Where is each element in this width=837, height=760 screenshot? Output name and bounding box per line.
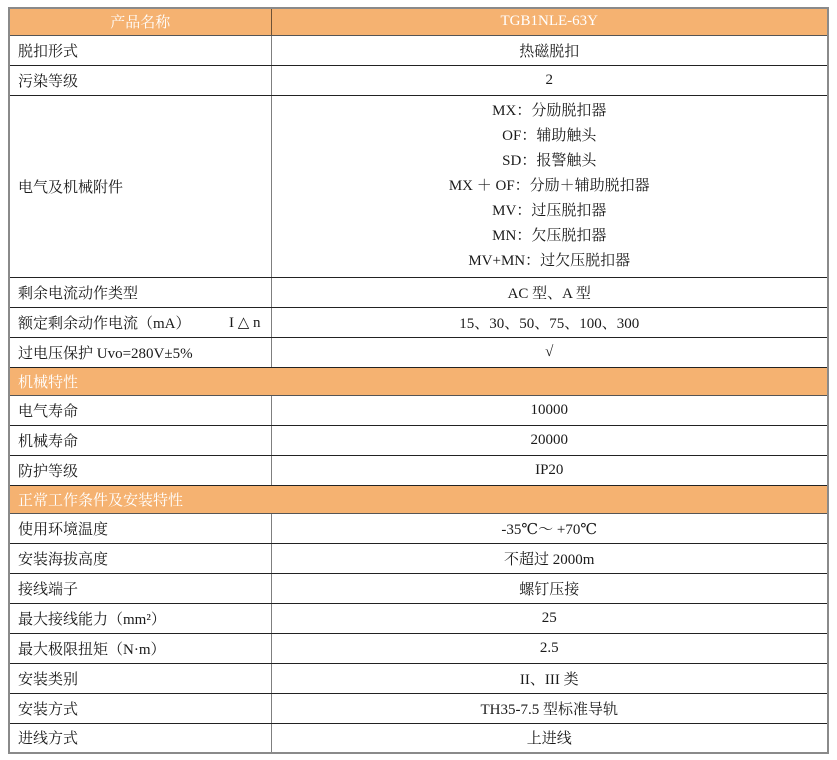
section-header-cell: 机械特性 (9, 367, 828, 395)
spec-value-cell: 15、30、50、75、100、300 (271, 307, 828, 337)
table-row (9, 723, 828, 753)
spec-label-cell (9, 307, 271, 337)
spec-label-cell: 过电压保护 Uvo=280V±5% (9, 337, 271, 367)
spec-value-line: MV+MN：过欠压脱扣器 (468, 252, 631, 269)
spec-value-cell: AC 型、A 型 (271, 277, 828, 307)
spec-value-cell: 10000 (271, 395, 828, 425)
table-row (9, 455, 828, 485)
spec-value-cell: 20000 (271, 425, 828, 455)
table-row (9, 367, 828, 395)
table-row (9, 65, 828, 95)
spec-value-cell: 2 (271, 65, 828, 95)
spec-value-line: SD：报警触头 (502, 152, 597, 169)
table-row (9, 543, 828, 573)
spec-label-cell: 剩余电流动作类型 (9, 277, 271, 307)
spec-label-text: 额定剩余动作电流（mA） (18, 315, 191, 332)
product-spec-table (8, 7, 829, 754)
spec-value-line: MX ＋ OF：分励＋辅助脱扣器 (448, 177, 650, 194)
spec-label-cell: 污染等级 (9, 65, 271, 95)
spec-value-line: OF：辅助触头 (502, 127, 597, 144)
spec-label-cell: 安装类别 (9, 663, 271, 693)
spec-label-cell: 脱扣形式 (9, 35, 271, 65)
spec-label-cell: 安装方式 (9, 693, 271, 723)
spec-value-cell: √ (271, 337, 828, 367)
spec-label-cell: 电气寿命 (9, 395, 271, 425)
spec-label-cell: 机械寿命 (9, 425, 271, 455)
table-row (9, 603, 828, 633)
spec-value-cell: 2.5 (271, 633, 828, 663)
table-row (9, 395, 828, 425)
spec-value-line: MX：分励脱扣器 (492, 102, 607, 119)
spec-value-line: MN：欠压脱扣器 (492, 227, 607, 244)
table-row (9, 633, 828, 663)
spec-value-cell: -35℃～ +70℃ (271, 513, 828, 543)
spec-value-cell: II、III 类 (271, 663, 828, 693)
table-row (9, 35, 828, 65)
spec-label-cell: 使用环境温度 (9, 513, 271, 543)
spec-value-cell: TH35-7.5 型标准导轨 (271, 693, 828, 723)
table-row (9, 425, 828, 455)
spec-label-cell: 安装海拔高度 (9, 543, 271, 573)
spec-label-cell: 防护等级 (9, 455, 271, 485)
spec-value-cell: 上进线 (271, 723, 828, 753)
spec-label-split (18, 312, 261, 333)
spec-value-cell: IP20 (271, 455, 828, 485)
spec-value-cell: 25 (271, 603, 828, 633)
table-row (9, 663, 828, 693)
section-header-cell: 正常工作条件及安装特性 (9, 485, 828, 513)
table-row (9, 513, 828, 543)
spec-value-cell: 螺钉压接 (271, 573, 828, 603)
spec-label-cell: 电气及机械附件 (9, 95, 271, 277)
spec-label-cell: 进线方式 (9, 723, 271, 753)
spec-value-cell: 热磁脱扣 (271, 35, 828, 65)
spec-value-cell (271, 95, 828, 277)
table-row (9, 277, 828, 307)
table-row (9, 307, 828, 337)
spec-value-cell: 不超过 2000m (271, 543, 828, 573)
table-row (9, 337, 828, 367)
spec-label-cell: 接线端子 (9, 573, 271, 603)
product-name-header-cell: 产品名称 (9, 8, 271, 35)
table-row (9, 573, 828, 603)
spec-value-line: MV：过压脱扣器 (492, 202, 607, 219)
product-model-header-cell: TGB1NLE-63Y (271, 8, 828, 35)
table-row (9, 693, 828, 723)
spec-table-body (9, 8, 828, 753)
spec-label-cell: 最大接线能力（mm²） (9, 603, 271, 633)
spec-label-cell: 最大极限扭矩（N·m） (9, 633, 271, 663)
table-row (9, 95, 828, 277)
table-row (9, 8, 828, 35)
table-row (9, 485, 828, 513)
spec-label-symbol: I △ n (228, 314, 261, 331)
